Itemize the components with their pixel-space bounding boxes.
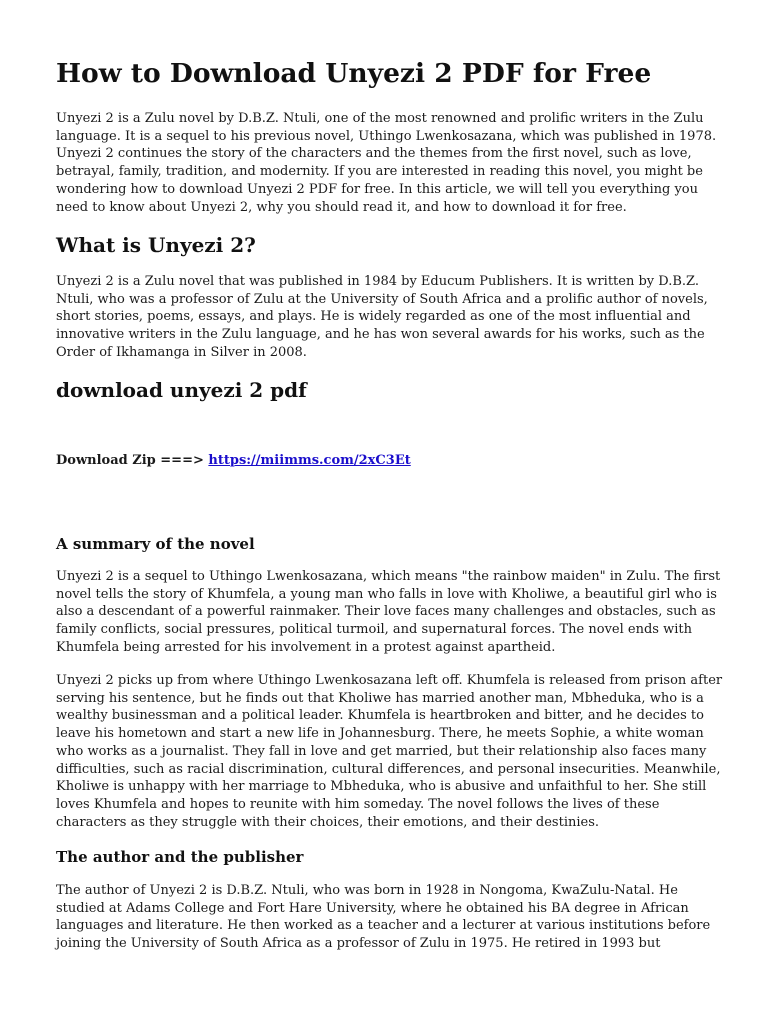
text-line: wondering how to download Unyezi 2 PDF for free. In this article, we will tell you everything you xyxy=(56,181,698,197)
text-line: joining the University of South Africa as a professor of Zulu in 1975. He retired in 1993 but xyxy=(56,936,661,952)
text-line: need to know about Unyezi 2, why you should read it, and how to download it for free. xyxy=(56,199,627,215)
text-line: languages and literature. He then worked as a teacher and a lecturer at various institutions before xyxy=(56,918,711,934)
text-line: Khumfela being arrested for his involvement in a protest against apartheid. xyxy=(56,639,556,655)
text-line: studied at Adams College and Fort Hare University, where he obtained his BA degree in African xyxy=(56,900,689,916)
heading-download: download unyezi 2 pdf xyxy=(56,378,307,402)
text-line: Unyezi 2 is a Zulu novel by D.B.Z. Ntuli, one of the most renowned and prolific writers in the Zulu xyxy=(56,111,704,126)
text-line: Unyezi 2 is a sequel to Uthingo Lwenkosazana, which means "the rainbow maiden" in Zulu. The first xyxy=(56,569,721,584)
page-title: How to Download Unyezi 2 PDF for Free xyxy=(56,58,652,89)
heading-author: The author and the publisher xyxy=(56,848,304,866)
text-line: innovative writers in the Zulu language, and he has won several awards for his works, such as the xyxy=(56,327,705,343)
summary-paragraph-1 xyxy=(56,568,721,657)
text-line: characters as they struggle with their choices, their emotions, and their destinies. xyxy=(56,814,599,830)
text-line: Unyezi 2 picks up from where Uthingo Lwenkosazana left off. Khumfela is released from prison after xyxy=(56,673,723,688)
text-line: difficulties, such as racial discrimination, cultural differences, and personal insecurities. Meanwhile, xyxy=(56,761,721,777)
text-line: leave his hometown and start a new life in Johannesburg. There, he meets Sophie, a white woman xyxy=(56,726,704,742)
text-line: The author of Unyezi 2 is D.B.Z. Ntuli, who was born in 1928 in Nongoma, KwaZulu-Natal. He xyxy=(56,883,678,898)
text-line: betrayal, family, tradition, and modernity. If you are interested in reading this novel, you might be xyxy=(56,164,703,180)
text-line: novel tells the story of Khumfela, a young man who falls in love with Kholiwe, a beautiful girl who is xyxy=(56,586,717,602)
download-line xyxy=(56,452,411,469)
intro-paragraph xyxy=(56,110,716,216)
heading-summary: A summary of the novel xyxy=(56,535,255,553)
text-line: also a descendant of a powerful rainmaker. Their love faces many challenges and obstacles, such as xyxy=(56,604,716,620)
text-line: Order of Ikhamanga in Silver in 2008. xyxy=(56,344,307,360)
author-paragraph xyxy=(56,882,716,953)
summary-paragraph-2 xyxy=(56,672,723,831)
what-is-paragraph xyxy=(56,273,716,362)
text-line: serving his sentence, but he finds out that Kholiwe has married another man, Mbheduka, who is a xyxy=(56,690,704,706)
text-line: wealthy businessman and a political leader. Khumfela is heartbroken and bitter, and he decides to xyxy=(56,708,704,724)
text-line: family conflicts, social pressures, political turmoil, and supernatural forces. The novel ends with xyxy=(56,622,692,638)
download-link[interactable]: https://miimms.com/2xC3Et xyxy=(208,453,411,468)
text-line: short stories, poems, essays, and plays. He is widely regarded as one of the most influential and xyxy=(56,309,691,325)
text-line: Unyezi 2 is a Zulu novel that was published in 1984 by Educum Publishers. It is written by D.B.Z. xyxy=(56,274,699,289)
text-line: Unyezi 2 continues the story of the characters and the themes from the first novel, such as love, xyxy=(56,146,692,162)
text-line: loves Khumfela and hopes to reunite with him someday. The novel follows the lives of these xyxy=(56,796,660,812)
heading-what-is: What is Unyezi 2? xyxy=(56,233,256,257)
download-label: Download Zip ===> xyxy=(56,453,209,468)
text-line: Kholiwe is unhappy with her marriage to Mbheduka, who is abusive and unfaithful to her. She still xyxy=(56,779,707,795)
text-line: who works as a journalist. They fall in love and get married, but their relationship also faces many xyxy=(56,743,707,759)
text-line: Ntuli, who was a professor of Zulu at the University of South Africa and a prolific author of novels, xyxy=(56,291,708,307)
text-line: language. It is a sequel to his previous novel, Uthingo Lwenkosazana, which was published in 1978. xyxy=(56,128,717,144)
